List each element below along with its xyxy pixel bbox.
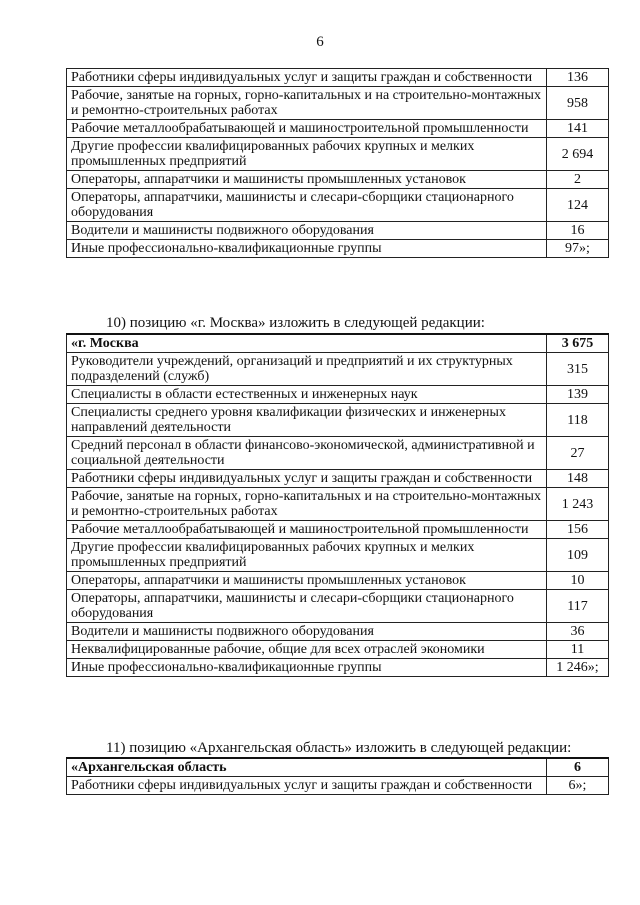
table-arkhangelsk bbox=[66, 757, 609, 795]
table-row bbox=[67, 189, 609, 222]
occupation-label: Работники сферы индивидуальных услуг и защиты граждан и собственности bbox=[67, 777, 547, 795]
occupation-value: 1 243 bbox=[547, 488, 609, 521]
occupation-value: 148 bbox=[547, 470, 609, 488]
occupation-label: Средний персонал в области финансово-экономической, административной и социальной деятельности bbox=[67, 437, 547, 470]
occupation-value: 6»; bbox=[547, 777, 609, 795]
occupation-value: 315 bbox=[547, 353, 609, 386]
occupation-label: Иные профессионально-квалификационные группы bbox=[67, 659, 547, 677]
occupation-value: 2 bbox=[547, 171, 609, 189]
table-row bbox=[67, 470, 609, 488]
occupation-label: Водители и машинисты подвижного оборудования bbox=[67, 623, 547, 641]
occupation-value: 124 bbox=[547, 189, 609, 222]
table-row bbox=[67, 539, 609, 572]
table-header-row bbox=[67, 758, 609, 777]
occupation-value: 10 bbox=[547, 572, 609, 590]
occupation-value: 958 bbox=[547, 87, 609, 120]
occupation-value: 36 bbox=[547, 623, 609, 641]
table-row bbox=[67, 572, 609, 590]
region-name: «г. Москва bbox=[67, 334, 547, 353]
table-row bbox=[67, 521, 609, 539]
table-row bbox=[67, 120, 609, 138]
occupation-label: Другие профессии квалифицированных рабочих крупных и мелких промышленных предприятий bbox=[67, 539, 547, 572]
section-10-heading: 10) позицию «г. Москва» изложить в следующей редакции: bbox=[106, 315, 485, 331]
table-row bbox=[67, 404, 609, 437]
section-11-heading: 11) позицию «Архангельская область» изложить в следующей редакции: bbox=[106, 740, 572, 756]
occupation-label: Иные профессионально-квалификационные группы bbox=[67, 240, 547, 258]
occupation-label: Водители и машинисты подвижного оборудования bbox=[67, 222, 547, 240]
occupation-label: Другие профессии квалифицированных рабочих крупных и мелких промышленных предприятий bbox=[67, 138, 547, 171]
table-row bbox=[67, 138, 609, 171]
page-number: 6 bbox=[316, 34, 324, 50]
occupation-value: 97»; bbox=[547, 240, 609, 258]
occupation-label: Рабочие, занятые на горных, горно-капитальных и на строительно-монтажных и ремонтно-строительных работах bbox=[67, 87, 547, 120]
occupation-label: Операторы, аппаратчики, машинисты и слесари-сборщики стационарного оборудования bbox=[67, 590, 547, 623]
occupation-label: Рабочие металлообрабатывающей и машиностроительной промышленности bbox=[67, 521, 547, 539]
table-row bbox=[67, 623, 609, 641]
occupation-label: Операторы, аппаратчики и машинисты промышленных установок bbox=[67, 572, 547, 590]
occupation-label: Работники сферы индивидуальных услуг и защиты граждан и собственности bbox=[67, 69, 547, 87]
occupation-value: 136 bbox=[547, 69, 609, 87]
table-row bbox=[67, 659, 609, 677]
occupation-value: 27 bbox=[547, 437, 609, 470]
occupation-label: Руководители учреждений, организаций и предприятий и их структурных подразделений (служб) bbox=[67, 353, 547, 386]
occupation-value: 109 bbox=[547, 539, 609, 572]
occupation-value: 1 246»; bbox=[547, 659, 609, 677]
table-row bbox=[67, 171, 609, 189]
table-row bbox=[67, 69, 609, 87]
occupation-label: Рабочие металлообрабатывающей и машиностроительной промышленности bbox=[67, 120, 547, 138]
table-row bbox=[67, 641, 609, 659]
table-moscow bbox=[66, 333, 609, 677]
occupation-label: Специалисты среднего уровня квалификации физических и инженерных направлений деятельности bbox=[67, 404, 547, 437]
table-row bbox=[67, 437, 609, 470]
table-header-row bbox=[67, 334, 609, 353]
table-row bbox=[67, 590, 609, 623]
table-row bbox=[67, 240, 609, 258]
table-row bbox=[67, 488, 609, 521]
occupation-value: 16 bbox=[547, 222, 609, 240]
occupation-value: 117 bbox=[547, 590, 609, 623]
region-total: 3 675 bbox=[547, 334, 609, 353]
occupation-value: 2 694 bbox=[547, 138, 609, 171]
occupation-value: 139 bbox=[547, 386, 609, 404]
occupation-label: Работники сферы индивидуальных услуг и защиты граждан и собственности bbox=[67, 470, 547, 488]
table-row bbox=[67, 777, 609, 795]
table-continued bbox=[66, 68, 609, 258]
occupation-value: 156 bbox=[547, 521, 609, 539]
occupation-value: 11 bbox=[547, 641, 609, 659]
occupation-label: Неквалифицированные рабочие, общие для всех отраслей экономики bbox=[67, 641, 547, 659]
region-total: 6 bbox=[547, 758, 609, 777]
table-row bbox=[67, 353, 609, 386]
occupation-label: Операторы, аппаратчики, машинисты и слесари-сборщики стационарного оборудования bbox=[67, 189, 547, 222]
region-name: «Архангельская область bbox=[67, 758, 547, 777]
occupation-label: Операторы, аппаратчики и машинисты промышленных установок bbox=[67, 171, 547, 189]
occupation-label: Специалисты в области естественных и инженерных наук bbox=[67, 386, 547, 404]
table-row bbox=[67, 87, 609, 120]
occupation-value: 118 bbox=[547, 404, 609, 437]
occupation-value: 141 bbox=[547, 120, 609, 138]
table-row bbox=[67, 386, 609, 404]
occupation-label: Рабочие, занятые на горных, горно-капитальных и на строительно-монтажных и ремонтно-строительных работах bbox=[67, 488, 547, 521]
table-row bbox=[67, 222, 609, 240]
